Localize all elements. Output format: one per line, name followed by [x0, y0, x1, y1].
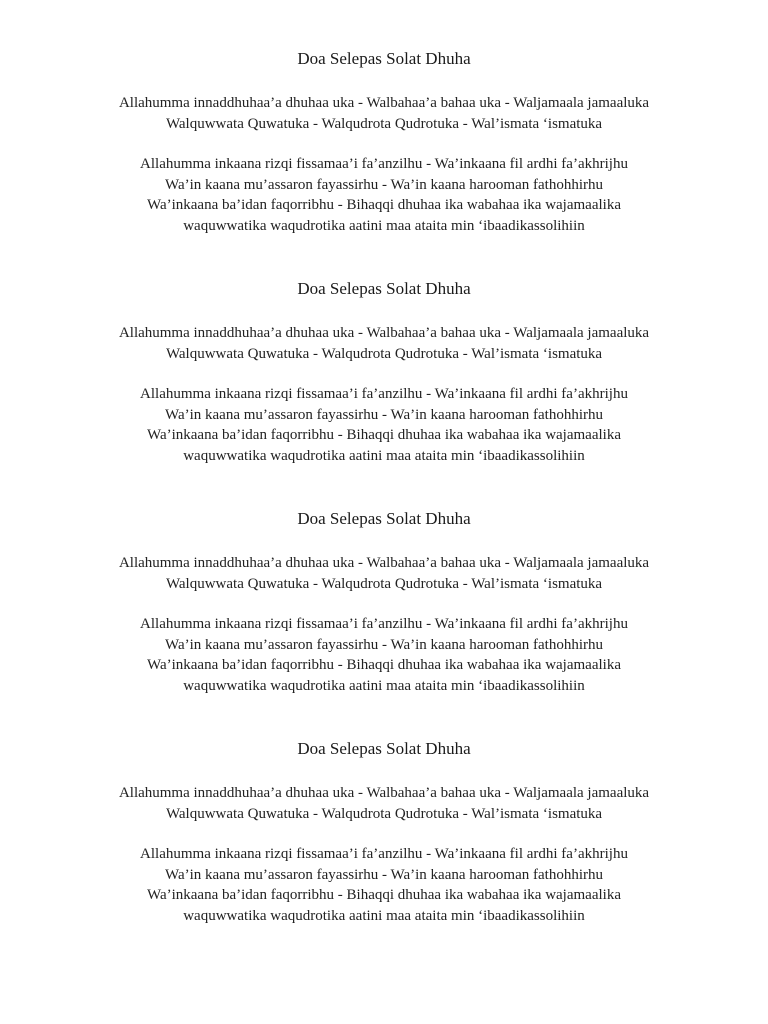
prayer-title: Doa Selepas Solat Dhuha [297, 49, 471, 68]
prayer-line: Walquwwata Quwatuka - Walqudrota Qudrotuka - Wal’ismata ‘ismatuka [165, 805, 603, 822]
prayer-line: Allahumma innaddhuhaa’a dhuhaa uka - Walbahaa’a bahaa uka - Waljamaala jamaaluka [118, 95, 650, 111]
prayer-paragraph-1 [0, 323, 768, 364]
prayer-line: Allahumma innaddhuhaa’a dhuhaa uka - Walbahaa’a bahaa uka - Waljamaala jamaaluka [118, 325, 650, 341]
prayer-line: waquwwatika waqudrotika aatini maa ataita min ‘ibaadikassolihiin [183, 447, 585, 464]
prayer-title: Doa Selepas Solat Dhuha [297, 279, 471, 298]
prayer-block-3 [0, 508, 768, 696]
prayer-line: Wa’inkaana ba’idan faqorribhu - Bihaqqi dhuhaa ika wabahaa ika wajamaalika [146, 887, 621, 903]
prayer-block-1 [0, 48, 768, 236]
prayer-line: Allahumma innaddhuhaa’a dhuhaa uka - Walbahaa’a bahaa uka - Waljamaala jamaaluka [118, 555, 650, 571]
prayer-line: Wa’in kaana mu’assaron fayassirhu - Wa’in kaana harooman fathohhirhu [165, 866, 603, 883]
prayer-paragraph-1 [0, 93, 768, 134]
prayer-line: Allahumma inkaana rizqi fissamaa’i fa’anzilhu - Wa’inkaana fil ardhi fa’akhrijhu [140, 386, 628, 402]
prayer-line: waquwwatika waqudrotika aatini maa ataita min ‘ibaadikassolihiin [183, 677, 585, 694]
prayer-line: Allahumma innaddhuhaa’a dhuhaa uka - Walbahaa’a bahaa uka - Waljamaala jamaaluka [118, 785, 650, 801]
prayer-paragraph-2 [0, 614, 768, 696]
prayer-paragraph-2 [0, 154, 768, 236]
prayer-block-4 [0, 738, 768, 926]
prayer-line: Wa’inkaana ba’idan faqorribhu - Bihaqqi dhuhaa ika wabahaa ika wajamaalika [146, 427, 621, 443]
prayer-line: Wa’in kaana mu’assaron fayassirhu - Wa’in kaana harooman fathohhirhu [165, 406, 603, 423]
prayer-paragraph-2 [0, 844, 768, 926]
prayer-block-2 [0, 278, 768, 466]
prayer-line: Allahumma inkaana rizqi fissamaa’i fa’anzilhu - Wa’inkaana fil ardhi fa’akhrijhu [140, 616, 628, 632]
prayer-line: Wa’in kaana mu’assaron fayassirhu - Wa’in kaana harooman fathohhirhu [165, 176, 603, 193]
prayer-line: Walquwwata Quwatuka - Walqudrota Qudrotuka - Wal’ismata ‘ismatuka [165, 575, 603, 592]
prayer-line: Walquwwata Quwatuka - Walqudrota Qudrotuka - Wal’ismata ‘ismatuka [165, 345, 603, 362]
prayer-line: waquwwatika waqudrotika aatini maa ataita min ‘ibaadikassolihiin [183, 907, 585, 924]
prayer-line: Wa’in kaana mu’assaron fayassirhu - Wa’in kaana harooman fathohhirhu [165, 636, 603, 653]
prayer-title: Doa Selepas Solat Dhuha [297, 739, 471, 758]
prayer-line: Wa’inkaana ba’idan faqorribhu - Bihaqqi dhuhaa ika wabahaa ika wajamaalika [146, 197, 621, 213]
prayer-line: Wa’inkaana ba’idan faqorribhu - Bihaqqi dhuhaa ika wabahaa ika wajamaalika [146, 657, 621, 673]
prayer-paragraph-1 [0, 553, 768, 594]
prayer-paragraph-1 [0, 783, 768, 824]
prayer-line: Allahumma inkaana rizqi fissamaa’i fa’anzilhu - Wa’inkaana fil ardhi fa’akhrijhu [140, 156, 628, 172]
prayer-title: Doa Selepas Solat Dhuha [297, 509, 471, 528]
prayer-line: waquwwatika waqudrotika aatini maa ataita min ‘ibaadikassolihiin [183, 217, 585, 234]
prayer-line: Allahumma inkaana rizqi fissamaa’i fa’anzilhu - Wa’inkaana fil ardhi fa’akhrijhu [140, 846, 628, 862]
prayer-line: Walquwwata Quwatuka - Walqudrota Qudrotuka - Wal’ismata ‘ismatuka [165, 115, 603, 132]
prayer-paragraph-2 [0, 384, 768, 466]
